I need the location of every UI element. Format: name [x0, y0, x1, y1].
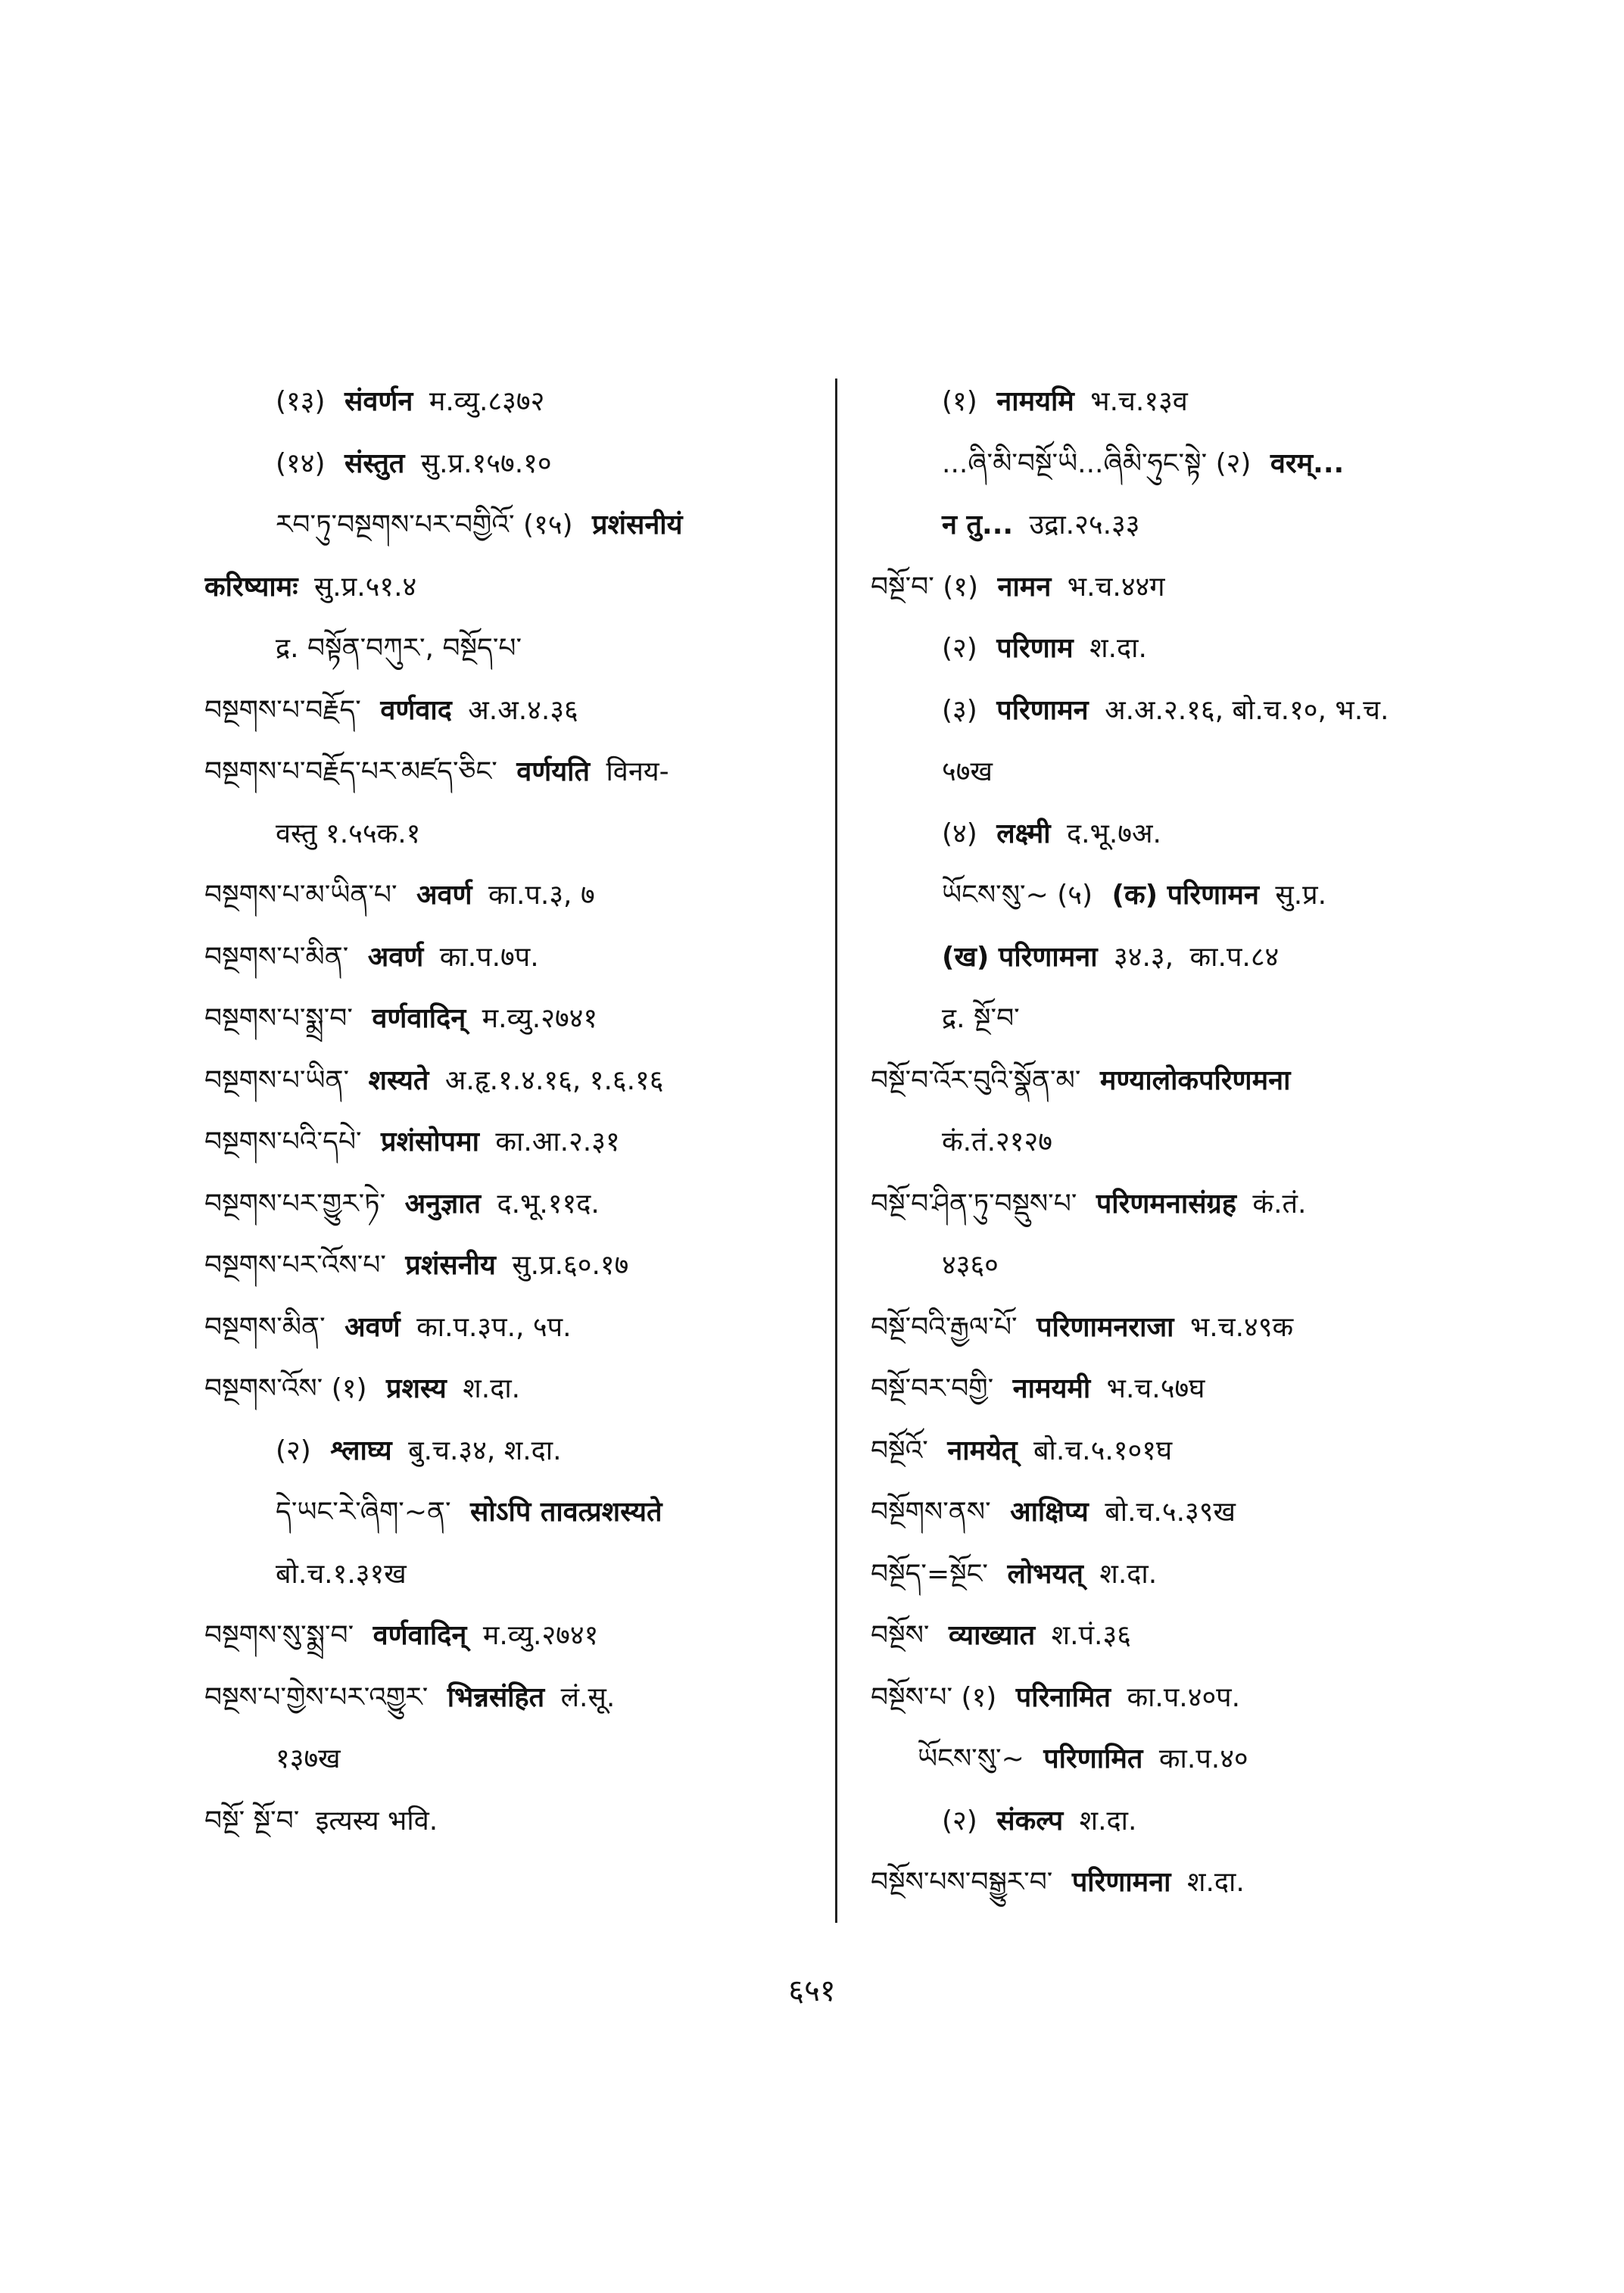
- sanskrit-equivalent: प्रशस्य: [385, 1373, 447, 1404]
- dictionary-entry-line: [204, 803, 818, 865]
- source-reference: वस्तु १.५५क.१: [276, 818, 421, 849]
- headword: བསྔོ་བའི་རྒྱལ་པོ་: [871, 1311, 1018, 1343]
- source-reference: का.प.३, ७: [488, 880, 595, 911]
- dictionary-entry-line: [204, 1790, 818, 1852]
- dictionary-entry-line: [871, 680, 1499, 742]
- source-reference: अ.अ.४.३६: [468, 694, 578, 726]
- sense-number: (१): [943, 571, 979, 603]
- source-reference: सु.प्र.५१.४: [313, 571, 417, 603]
- headword: བསྔོ་བར་བགྱི་: [871, 1373, 994, 1404]
- sanskrit-equivalent: परिनामित: [1015, 1681, 1111, 1713]
- sanskrit-equivalent: नामयमी: [1012, 1373, 1091, 1404]
- headword: བསྔོ་བ་འོར་བུའི་སྣོན་མ་: [871, 1064, 1081, 1096]
- headword: རབ་ཏུ་བསྔགས་པར་བགྱིའོ་: [276, 509, 515, 541]
- source-reference: इत्यस्य भवि.: [315, 1805, 438, 1837]
- sense-number: (१): [331, 1373, 367, 1404]
- source-reference: उद्रा.२५.३३: [1029, 509, 1140, 541]
- dictionary-entry-line: [871, 1852, 1499, 1914]
- source-reference: का.प.३प., ५प.: [416, 1311, 572, 1343]
- headword: བསྔགས་པའི་དཔེ་: [204, 1126, 362, 1157]
- source-reference: श.दा.: [463, 1373, 521, 1404]
- sanskrit-equivalent: नामयमि: [996, 386, 1074, 417]
- dictionary-entry-line: [204, 680, 818, 742]
- headword: བསྔགས་པ་བརྗོད་པར་མཛད་ཅིང་: [204, 756, 497, 787]
- source-reference: बो.च.५.३९ख: [1105, 1497, 1236, 1528]
- sanskrit-equivalent: न तु...: [942, 509, 1014, 541]
- source-reference: द.भू.११द.: [497, 1188, 600, 1220]
- dictionary-entry-line: [871, 1667, 1499, 1729]
- dictionary-entry-line: [204, 927, 818, 989]
- headword: ...ཞི་མི་བསྔོ་ཡི...ཞིམི་ཧུང་སྟེ་: [942, 447, 1208, 479]
- right-column: [871, 371, 1499, 1914]
- sanskrit-equivalent: अनुज्ञात: [404, 1188, 482, 1220]
- left-column: [204, 371, 818, 1852]
- headword: བསྔོད་=སྔོང་: [871, 1558, 988, 1590]
- headword: བསྔགས་མིན་: [204, 1311, 326, 1343]
- sanskrit-equivalent: वर्णवादिन्: [372, 1003, 466, 1034]
- dictionary-entry-line: [204, 371, 818, 433]
- sanskrit-equivalent: अवर्ण: [416, 880, 472, 911]
- headword: བསྔོགས་ནས་: [871, 1497, 991, 1528]
- sanskrit-equivalent: वर्णवादिन्: [372, 1620, 467, 1651]
- sense-number: (५): [1057, 880, 1093, 911]
- headword: བསྔས་པ་གྱེས་པར་འགྱུར་: [204, 1681, 429, 1713]
- sanskrit-equivalent: परिणाम: [996, 633, 1074, 664]
- source-reference: श.दा.: [1186, 1867, 1245, 1898]
- dictionary-entry-line: [204, 1050, 818, 1112]
- sanskrit-equivalent: अवर्ण: [344, 1311, 401, 1343]
- source-reference: बो.च.५.१०१घ: [1033, 1435, 1173, 1466]
- source-reference: ४३६०: [942, 1250, 999, 1281]
- dictionary-entry-line: [871, 1173, 1499, 1235]
- dictionary-entry-line: [204, 1605, 818, 1667]
- source-reference: का.प.७प.: [439, 941, 539, 973]
- source-reference: सु.प्र.१५७.१०: [420, 447, 552, 479]
- source-reference: म.व्यु.२७४१: [482, 1003, 598, 1034]
- source-reference: अ.अ.२.१६, बो.च.१०, भ.च.: [1105, 694, 1389, 726]
- dictionary-entry-line: [204, 1358, 818, 1420]
- dictionary-entry-line: [204, 1235, 818, 1297]
- source-reference: का.प.४०प.: [1127, 1681, 1241, 1713]
- headword: བསྔགས་པར་གྱུར་ཏེ་: [204, 1188, 386, 1220]
- sanskrit-equivalent: अवर्ण: [367, 941, 424, 973]
- source-reference: विनय-: [606, 756, 669, 787]
- dictionary-entry-line: [871, 1420, 1499, 1482]
- source-reference: का.प.४०: [1158, 1743, 1248, 1774]
- source-reference: भ.च.१३व: [1090, 386, 1188, 417]
- dictionary-entry-line: [871, 865, 1499, 927]
- headword: བསྔོས་པས་བསྒྱུར་བ་: [871, 1867, 1053, 1898]
- sense-number: (१४): [276, 447, 326, 479]
- dictionary-entry-line: [871, 927, 1499, 989]
- dictionary-entry-line: [871, 1297, 1499, 1359]
- sanskrit-equivalent: प्रशंसनीय: [405, 1250, 496, 1281]
- headword: द्र. བསྟོན་བཀུར་, བསྔོད་པ་: [276, 633, 522, 664]
- dictionary-entry-line: [871, 494, 1499, 556]
- source-reference: का.आ.२.३१: [495, 1126, 620, 1157]
- source-reference: ३४.३,: [1114, 941, 1174, 973]
- source-reference: सु.प्र.६०.१७: [512, 1250, 629, 1281]
- sanskrit-equivalent: वर्णवाद: [380, 694, 452, 726]
- dictionary-entry-line: [204, 1481, 818, 1544]
- sanskrit-equivalent: संकल्प: [996, 1805, 1064, 1837]
- source-reference: बु.च.३४, श.दा.: [408, 1435, 562, 1466]
- dictionary-entry-line: [871, 1790, 1499, 1852]
- headword: བསྔགས་སུ་སྨྲ་བ་: [204, 1620, 354, 1651]
- sense-number: (२): [1215, 447, 1252, 479]
- page-number: ६५१: [788, 1974, 836, 2008]
- dictionary-entry-line: [871, 1111, 1499, 1173]
- dictionary-entry-line: [204, 1728, 818, 1790]
- sanskrit-equivalent: नामन: [997, 571, 1052, 603]
- headword: བསྔོ་བ་: [871, 571, 934, 603]
- sanskrit-equivalent: प्रशंसोपमा: [381, 1126, 479, 1157]
- sanskrit-equivalent: प्रशंसनीयं: [592, 509, 683, 541]
- dictionary-entry-line: [871, 1358, 1499, 1420]
- source-reference: द.भू.७अ.: [1067, 818, 1161, 849]
- dictionary-entry-line: [871, 1481, 1499, 1544]
- sanskrit-equivalent: शस्यते: [368, 1064, 429, 1096]
- headword: དེ་ཡང་རེ་ཞིག་~ན་: [276, 1497, 451, 1528]
- sanskrit-equivalent: संवर्णन: [344, 386, 413, 417]
- source-reference: श.पं.३६: [1051, 1620, 1131, 1651]
- sanskrit-equivalent: वर्णयति: [516, 756, 591, 787]
- dictionary-entry-line: [204, 433, 818, 495]
- source-reference: श.दा.: [1089, 633, 1147, 664]
- sense-number: (२): [942, 1805, 977, 1837]
- headword: བསྔོ་ སྔོ་བ་: [204, 1805, 300, 1837]
- sense-number: (१): [961, 1681, 997, 1713]
- source-reference: अ.हृ.१.४.१६, १.६.१६: [444, 1064, 664, 1096]
- column-divider: [835, 379, 837, 1923]
- sanskrit-equivalent: परिणामित: [1043, 1743, 1143, 1774]
- headword: བསྔགས་པ་མིན་: [204, 941, 349, 973]
- headword: བསྔགས་པ་ཡིན་: [204, 1064, 350, 1096]
- source-reference: म.व्यु.२७४१: [482, 1620, 599, 1651]
- sense-number: (२): [942, 633, 977, 664]
- headword: ཡོངས་སུ་~: [942, 880, 1049, 911]
- headword: བསྔོའོ་: [871, 1435, 928, 1466]
- source-reference: लं.सू.: [560, 1681, 616, 1713]
- sanskrit-equivalent: व्याख्यात: [948, 1620, 1036, 1651]
- headword: བསྔགས་པར་འོས་པ་: [204, 1250, 386, 1281]
- sense-number: (१५): [523, 509, 573, 541]
- sanskrit-equivalent: आक्षिप्य: [1010, 1497, 1089, 1528]
- dictionary-entry-line: [204, 1111, 818, 1173]
- sense-number: (२): [276, 1435, 311, 1466]
- source-reference: भ.च.४९क: [1189, 1311, 1294, 1343]
- sense-number: (१): [942, 386, 977, 417]
- dictionary-entry-line: [204, 1667, 818, 1729]
- headword: द्र. སྔོ་བ་: [942, 1003, 1020, 1034]
- dictionary-entry-line: [204, 618, 818, 680]
- sanskrit-equivalent: करिष्यामः: [204, 571, 298, 603]
- source-reference: भ.च.५७घ: [1106, 1373, 1205, 1404]
- dictionary-entry-line: [204, 1420, 818, 1482]
- sanskrit-equivalent: भिन्नसंहित: [447, 1681, 545, 1713]
- dictionary-entry-line: [871, 741, 1499, 803]
- dictionary-entry-line: [204, 556, 818, 618]
- sanskrit-equivalent: वरम्...: [1270, 447, 1345, 479]
- dictionary-entry-line: [871, 371, 1499, 433]
- dictionary-entry-line: [204, 741, 818, 803]
- dictionary-entry-line: [871, 1235, 1499, 1297]
- headword: བསྔགས་པ་མ་ཡིན་པ་: [204, 880, 397, 911]
- sense-number: (१३): [276, 386, 326, 417]
- headword: བསྔགས་འོས་: [204, 1373, 323, 1404]
- dictionary-entry-line: [871, 803, 1499, 865]
- dictionary-entry-line: [871, 1728, 1499, 1790]
- sanskrit-equivalent: लोभयत्: [1007, 1558, 1083, 1590]
- source-reference: बो.च.१.३१ख: [276, 1558, 407, 1590]
- headword: ཡོངས་སུ་~: [918, 1743, 1024, 1774]
- dictionary-entry-line: [204, 865, 818, 927]
- headword: བསྔོ་བ་ཤིན་ཏུ་བསྡུས་པ་: [871, 1188, 1077, 1220]
- source-reference: म.व्यु.८३७२: [429, 386, 545, 417]
- dictionary-entry-line: [871, 1544, 1499, 1606]
- sanskrit-equivalent: परिणमनासंग्रह: [1096, 1188, 1236, 1220]
- dictionary-entry-line: [871, 1050, 1499, 1112]
- sanskrit-equivalent: सोऽपि तावत्प्रशस्यते: [470, 1497, 662, 1528]
- dictionary-entry-line: [871, 433, 1499, 495]
- sanskrit-equivalent: श्लाघ्य: [330, 1435, 392, 1466]
- sense-number: (३): [942, 694, 977, 726]
- source-reference: कं.तं.२१२७: [942, 1126, 1052, 1157]
- dictionary-entry-line: [204, 988, 818, 1050]
- sanskrit-equivalent: परिणामना: [1071, 1867, 1171, 1898]
- sanskrit-equivalent: (क) परिणामन: [1111, 880, 1259, 911]
- sense-number: (४): [942, 818, 977, 849]
- dictionary-entry-line: [871, 1605, 1499, 1667]
- source-reference: ५७ख: [942, 756, 993, 787]
- sanskrit-equivalent: संस्तुत: [344, 447, 405, 479]
- dictionary-entry-line: [204, 1173, 818, 1235]
- dictionary-entry-line: [871, 618, 1499, 680]
- sanskrit-equivalent: लक्ष्मी: [996, 818, 1051, 849]
- sanskrit-equivalent: नामयेत्: [947, 1435, 1018, 1466]
- source-reference: १३७ख: [276, 1743, 341, 1774]
- headword: བསྔགས་པ་བརྗོད་: [204, 694, 361, 726]
- source-reference: सु.प्र.: [1275, 880, 1327, 911]
- source-reference: का.प.८४: [1189, 941, 1280, 973]
- headword: བསྔོས་པ་: [871, 1681, 953, 1713]
- sanskrit-equivalent: मण्यालोकपरिणमना: [1099, 1064, 1291, 1096]
- dictionary-entry-line: [204, 1297, 818, 1359]
- headword: བསྔོས་: [871, 1620, 930, 1651]
- headword: བསྔགས་པ་སྨྲ་བ་: [204, 1003, 353, 1034]
- source-reference: भ.च.४४ग: [1067, 571, 1165, 603]
- source-reference: श.दा.: [1099, 1558, 1158, 1590]
- sanskrit-equivalent: परिणामन: [996, 694, 1089, 726]
- dictionary-entry-line: [204, 1544, 818, 1606]
- dictionary-entry-line: [871, 988, 1499, 1050]
- sanskrit-equivalent: (ख) परिणामना: [942, 941, 1098, 973]
- sanskrit-equivalent: परिणामनराजा: [1036, 1311, 1174, 1343]
- source-reference: कं.तं.: [1252, 1188, 1307, 1220]
- source-reference: श.दा.: [1079, 1805, 1137, 1837]
- dictionary-entry-line: [204, 494, 818, 556]
- dictionary-entry-line: [871, 556, 1499, 618]
